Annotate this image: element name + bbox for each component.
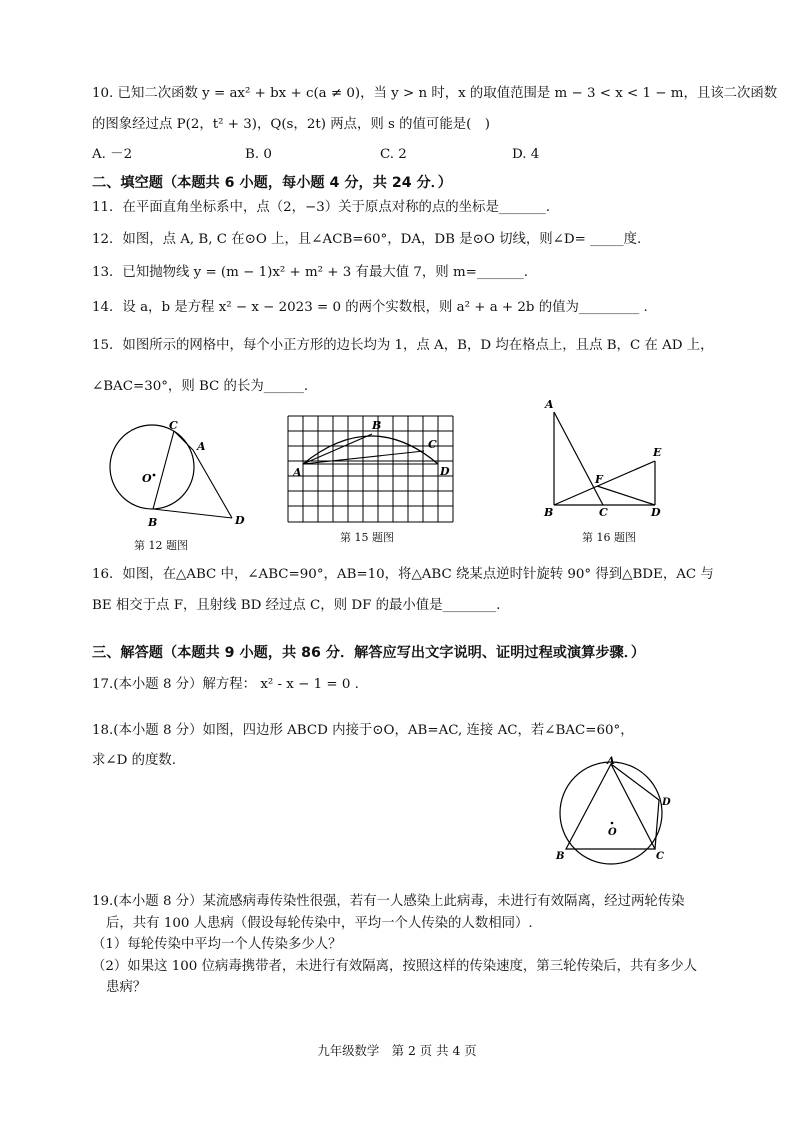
- fig12-center-dot: [153, 474, 156, 477]
- section-2-title: 二、填空题（本题共 6 小题，每小题 4 分，共 24 分．）: [92, 175, 452, 191]
- q15-line1: 15．如图所示的网格中，每个小正方形的边长均为 1，点 A，B，D 均在格点上，且点 B，C 在 AD 上，: [92, 338, 714, 353]
- figure-18: [550, 758, 680, 868]
- q10-line2: 的图象经过点 P(2，t² + 3)，Q(s，2t) 两点，则 s 的值可能是( ): [92, 117, 490, 132]
- fig16-label-f: F: [595, 473, 603, 486]
- q19-sub1: （1）每轮传染中平均一个人传染多少人？: [92, 937, 342, 952]
- fig15-label-a: A: [293, 466, 302, 479]
- fig12-tangent-db: [153, 509, 232, 518]
- fig15-label-d: D: [440, 465, 450, 478]
- fig16-caption: 第 16 题图: [582, 531, 636, 544]
- fig15-arc-ad: [303, 436, 438, 464]
- section-3-title: 三、解答题（本题共 9 小题，共 86 分．解答应写出文字说明、证明过程或演算步骤．）: [92, 645, 646, 661]
- fig12-segment-ca: [174, 431, 193, 450]
- q17: 17.(本小题 8 分）解方程： x² - x − 1 = 0 .: [92, 677, 359, 692]
- fig12-label-d: D: [235, 514, 245, 527]
- fig16-segment-be: [554, 461, 655, 505]
- fig18-center-dot: [611, 822, 614, 825]
- fig16-segment-fd: [597, 486, 655, 505]
- q10-option-c: C. 2: [380, 147, 407, 162]
- fig15-label-c: C: [428, 438, 437, 451]
- fig12-tangent-da: [193, 450, 232, 518]
- q15-line2: ∠BAC=30°，则 BC 的长为______.: [92, 379, 309, 394]
- fig18-segment-dc: [655, 800, 659, 849]
- q11: 11．在平面直角坐标系中，点（2，−3）关于原点对称的点的坐标是_______.: [92, 200, 550, 215]
- fig12-label-c: C: [169, 419, 178, 432]
- q19-sub2-line2: 患病？: [106, 980, 147, 995]
- q10-option-d: D. 4: [512, 147, 540, 162]
- q14: 14．设 a，b 是方程 x² − x − 2023 = 0 的两个实数根，则 a² + a + 2b 的值为_________ .: [92, 300, 648, 315]
- fig12-chord-cb: [153, 431, 174, 509]
- q10-line1: 10. 已知二次函数 y = ax² + bx + c(a ≠ 0)，当 y > n 时，x 的取值范围是 m − 3 < x < 1 − m，且该二次函数: [92, 86, 778, 101]
- fig12-caption: 第 12 题图: [134, 539, 188, 552]
- q19-sub2-line1: （2）如果这 100 位病毒携带者，未进行有效隔离，按照这样的传染速度，第三轮传染后，共有多少人: [92, 959, 697, 974]
- q19-line1: 19.(本小题 8 分）某流感病毒传染性很强，若有一人感染上此病毒，未进行有效隔离，经过两轮传染: [92, 894, 685, 909]
- fig15-segment-ab: [303, 434, 372, 464]
- fig18-label-c: C: [656, 851, 664, 862]
- fig15-grid: [288, 416, 453, 522]
- q13: 13．已知抛物线 y = (m − 1)x² + m² + 3 有最大值 7，则 m=_______.: [92, 265, 528, 280]
- fig16-label-c: C: [599, 506, 608, 519]
- fig15-caption: 第 15 题图: [340, 531, 394, 544]
- fig16-label-a: A: [545, 398, 554, 411]
- fig18-label-o: O: [608, 827, 617, 838]
- fig16-label-e: E: [653, 446, 662, 459]
- fig16-label-b: B: [544, 506, 554, 519]
- page-footer: 九年级数学 第 2 页 共 4 页: [317, 1043, 477, 1058]
- q19-line2: 后，共有 100 人患病（假设每轮传染中，平均一个人传染的人数相同）.: [106, 916, 533, 931]
- fig12-label-a: A: [197, 440, 206, 453]
- q10-option-b: B. 0: [245, 147, 272, 162]
- q16-line2: BE 相交于点 F，且射线 BD 经过点 C，则 DF 的最小值是________.: [92, 598, 501, 613]
- figure-15: [280, 412, 470, 532]
- q12: 12．如图，点 A, B, C 在⊙O 上，且∠ACB=60°，DA，DB 是⊙O 切线，则∠D= _____度.: [92, 232, 642, 247]
- q18-line1: 18.(本小题 8 分）如图，四边形 ABCD 内接于⊙O，AB=AC, 连接 AC，若∠BAC=60°，: [92, 723, 634, 738]
- fig16-segment-ac: [554, 412, 603, 505]
- fig18-label-a: A: [607, 756, 615, 767]
- fig15-label-b: B: [372, 419, 382, 432]
- figure-12: [100, 412, 280, 552]
- fig18-label-b: B: [556, 851, 565, 862]
- q16-line1: 16．如图，在△ABC 中，∠ABC=90°，AB=10，将△ABC 绕某点逆时针旋转 90° 得到△BDE，AC 与: [92, 567, 714, 582]
- fig12-label-b: B: [148, 516, 158, 529]
- fig12-circle: [110, 425, 194, 509]
- q18-line2: 求∠D 的度数.: [92, 753, 177, 768]
- fig18-label-d: D: [662, 797, 671, 808]
- figure-16: [540, 398, 670, 523]
- q10-option-a: A. －2: [92, 147, 133, 162]
- fig12-label-o: O: [142, 472, 152, 485]
- fig16-label-d: D: [651, 506, 661, 519]
